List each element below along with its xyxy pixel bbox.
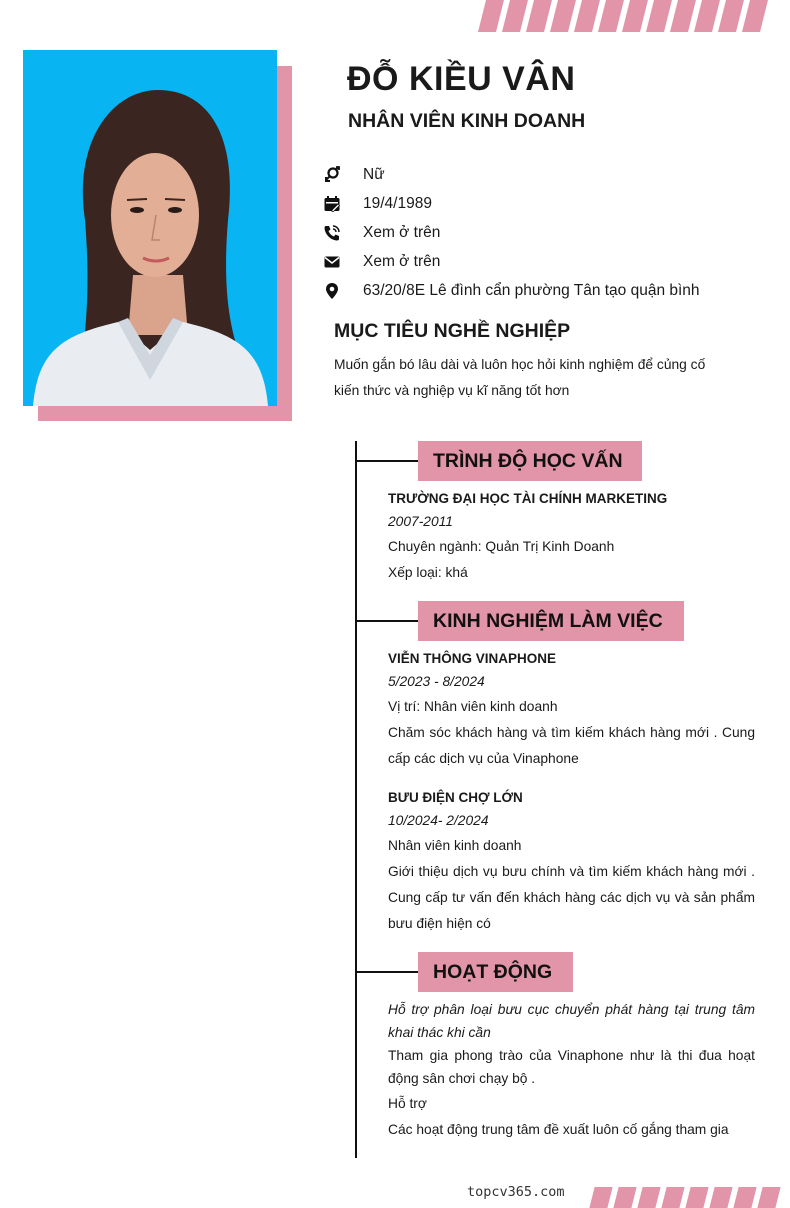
objective-title: MỤC TIÊU NGHỀ NGHIỆP [334,320,571,342]
info-gender [323,160,700,189]
job-description: Giới thiệu dịch vụ bưu chính và tìm kiếm khách hàng mới . Cung cấp tư vấn đến khách hàng các dịch vụ và sản phẩm bưu điện hiện có [388,864,755,931]
email-text: Xem ở trên [363,252,441,270]
info-phone [323,218,700,247]
calendar-icon [323,195,341,213]
experience-title: KINH NGHIỆM LÀM VIỆC [433,609,663,632]
info-email [323,247,700,276]
education-title: TRÌNH ĐỘ HỌC VẤN [433,449,623,472]
gender-icon [323,166,341,184]
job-period: 5/2023 - 8/2024 [388,674,485,689]
education-header [418,441,642,481]
phone-text: Xem ở trên [363,223,441,241]
activities-connector [357,971,418,973]
personal-info-list [323,160,700,305]
experience-connector [357,620,418,622]
job-company: VIỄN THÔNG VINAPHONE [388,651,557,666]
education-years: 2007-2011 [388,514,453,529]
activity-item: Các hoạt động trung tâm đề xuất luôn cố gắng tham gia [388,1122,729,1137]
experience-header [418,601,684,641]
profile-photo [23,50,277,406]
top-stripes-decoration [482,0,764,32]
phone-icon [323,224,341,242]
education-connector [357,460,418,462]
timeline-line [355,441,357,1158]
activities-title: HOẠT ĐỘNG [433,960,553,983]
birthday-text: 19/4/1989 [363,194,432,212]
job-position: Nhân viên kinh doanh [388,838,522,853]
activity-item: Hỗ trợ phân loại bưu cục chuyển phát hàng tại trung tâm khai thác khi cần [388,1002,755,1040]
email-icon [323,253,341,271]
job-company: BƯU ĐIỆN CHỢ LỚN [388,790,523,805]
bottom-stripes-decoration [592,1187,778,1208]
job-description: Chăm sóc khách hàng và tìm kiếm khách hàng mới . Cung cấp các dịch vụ của Vinaphone [388,725,755,766]
info-address [323,276,700,305]
site-watermark: topcv365.com [467,1184,565,1200]
gender-text: Nữ [363,165,385,183]
education-rank: Xếp loại: khá [388,565,468,580]
job-period: 10/2024- 2/2024 [388,813,489,828]
objective-text: Muốn gắn bó lâu dài và luôn học hỏi kinh nghiệm để củng cố kiến thức và nghiệp vụ kĩ năng tốt hơn [334,357,706,398]
activity-item: Hỗ trợ [388,1096,427,1111]
job-position: Vị trí: Nhân viên kinh doanh [388,699,558,714]
info-birthday [323,189,700,218]
address-text: 63/20/8E Lê đình cẩn phường Tân tạo quận bình [363,281,700,299]
location-icon [323,282,341,300]
activities-header [418,952,573,992]
activity-item: Tham gia phong trào của Vinaphone như là thi đua hoạt động sân chơi chạy bộ . [388,1048,755,1086]
candidate-name: ĐỖ KIỀU VÂN [347,60,576,98]
education-major: Chuyên ngành: Quản Trị Kinh Doanh [388,539,615,554]
portrait-illustration [23,50,277,406]
job-title: NHÂN VIÊN KINH DOANH [348,110,586,132]
education-school: TRƯỜNG ĐẠI HỌC TÀI CHÍNH MARKETING [388,491,668,506]
